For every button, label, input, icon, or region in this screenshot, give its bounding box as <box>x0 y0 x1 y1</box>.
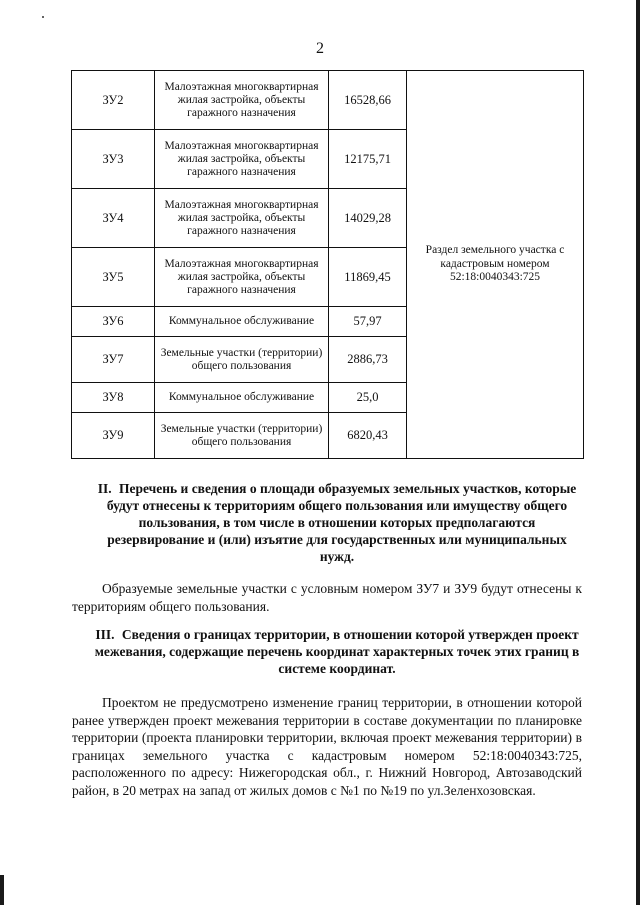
plot-purpose: Малоэтажная многоквартирная жилая застройка, объекты гаражного назначения <box>155 248 329 307</box>
plot-area: 25,0 <box>329 383 407 413</box>
section-2-heading <box>92 480 582 565</box>
plot-purpose: Малоэтажная многоквартирная жилая застройка, объекты гаражного назначения <box>155 71 329 130</box>
plot-area: 2886,73 <box>329 337 407 383</box>
table-row <box>72 71 584 130</box>
plot-purpose: Земельные участки (территории) общего пользования <box>155 337 329 383</box>
plot-area: 14029,28 <box>329 189 407 248</box>
plot-area: 11869,45 <box>329 248 407 307</box>
plot-code: ЗУ3 <box>72 130 155 189</box>
section-2-number: II. <box>97 481 112 496</box>
plot-code: ЗУ9 <box>72 413 155 459</box>
plot-purpose: Малоэтажная многоквартирная жилая застройка, объекты гаражного назначения <box>155 130 329 189</box>
plot-area: 12175,71 <box>329 130 407 189</box>
plot-origin-note: Раздел земельного участка с кадастровым номером 52:18:0040343:725 <box>407 71 584 459</box>
land-plots-table <box>71 70 584 459</box>
section-3-paragraph: Проектом не предусмотрено изменение границ территории, в отношении которой ранее утвержден проект межевания территории в составе документации по планировке территории (проекта планировки территории, включая проект межевания территории) в границах земельного участка с кадастровым номером 52:18:0040343:725, расположенного по адресу: Нижегородская обл., г. Нижний Новгород, Автозаводский район, в 20 метрах на запад от жилых домов с №1 по №19 по ул.Зеленхозовская. <box>72 695 582 798</box>
scan-edge-right <box>636 0 640 905</box>
plot-area: 16528,66 <box>329 71 407 130</box>
section-3-heading <box>92 626 582 677</box>
plot-area: 6820,43 <box>329 413 407 459</box>
plot-purpose: Коммунальное обслуживание <box>155 307 329 337</box>
plot-code: ЗУ7 <box>72 337 155 383</box>
section-3-title: Сведения о границах территории, в отношении которой утвержден проект межевания, содержащие перечень координат характерных точек этих границ в системе координат. <box>94 627 580 676</box>
plot-code: ЗУ8 <box>72 383 155 413</box>
plot-code: ЗУ2 <box>72 71 155 130</box>
section-2-paragraph: Образуемые земельные участки с условным номером ЗУ7 и ЗУ9 будут отнесены к территориям общего пользования. <box>72 581 582 614</box>
plot-area: 57,97 <box>329 307 407 337</box>
section-2-title: Перечень и сведения о площади образуемых земельных участков, которые будут отнесены к территориям общего пользования или имуществу общего пользования, в том числе в отношении которых предполагаются резервирование и (или) изъятие для государственных или муниципальных нужд. <box>106 481 577 564</box>
plot-purpose: Коммунальное обслуживание <box>155 383 329 413</box>
plot-purpose: Земельные участки (территории) общего пользования <box>155 413 329 459</box>
scan-speck <box>42 16 44 18</box>
plot-code: ЗУ4 <box>72 189 155 248</box>
section-3-number: III. <box>95 627 115 642</box>
page-number: 2 <box>316 40 324 57</box>
scan-edge-bottom-left <box>0 875 4 905</box>
plot-code: ЗУ6 <box>72 307 155 337</box>
plot-purpose: Малоэтажная многоквартирная жилая застройка, объекты гаражного назначения <box>155 189 329 248</box>
plot-code: ЗУ5 <box>72 248 155 307</box>
